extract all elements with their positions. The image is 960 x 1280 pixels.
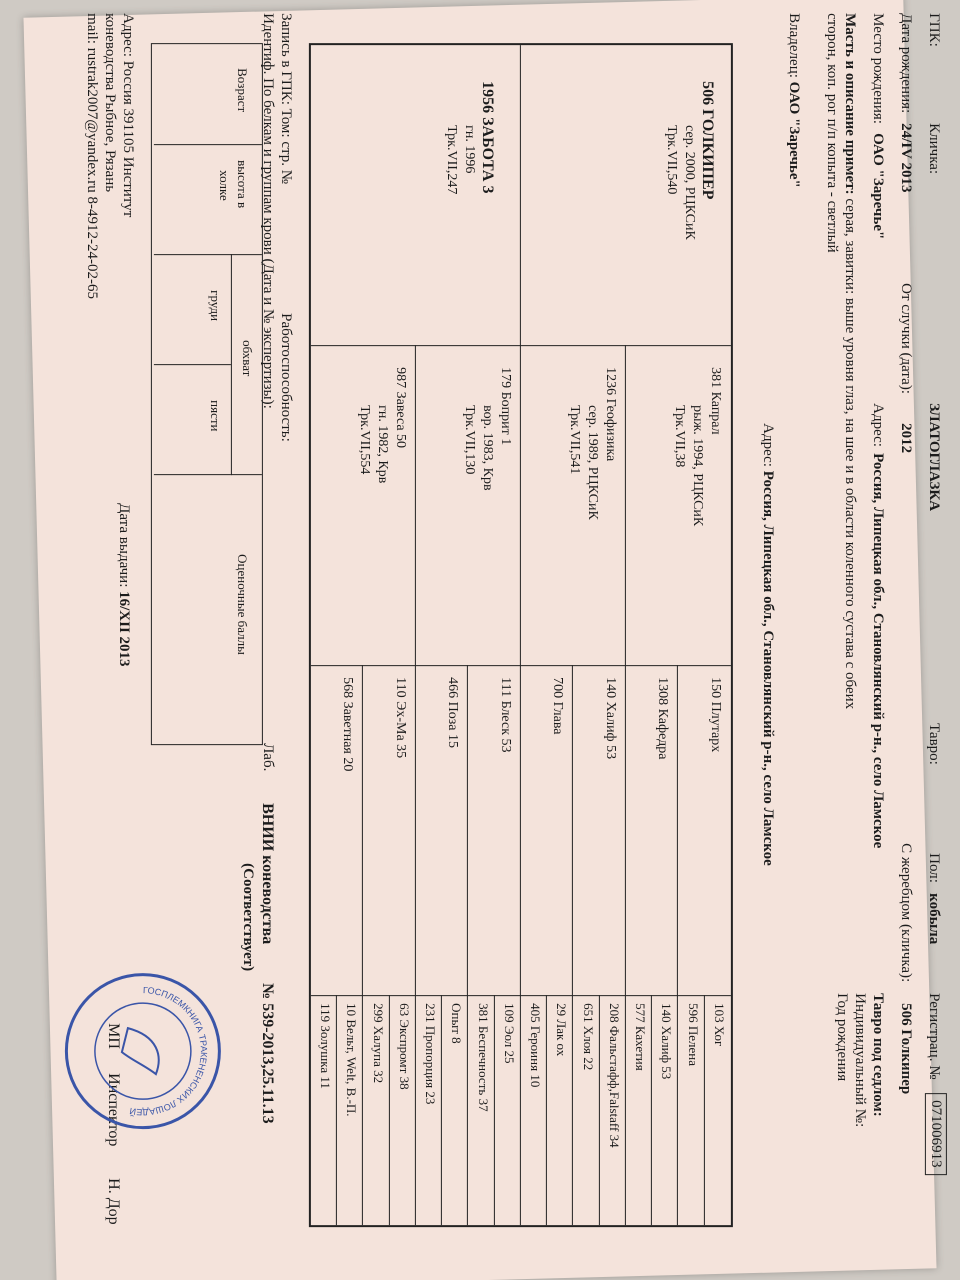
gggp-cell	[467, 995, 494, 1225]
cannon-label: пясти	[207, 400, 223, 432]
gggp-cell	[546, 995, 573, 1225]
ggp-cell	[520, 665, 574, 995]
gggp-cell	[362, 995, 389, 1225]
ggp-cell	[362, 665, 416, 995]
pedigree-col-ggp	[311, 665, 731, 996]
lab-value: ВНИИ коневодства	[258, 803, 276, 945]
gggp-name: 109 Эол 25	[501, 1003, 517, 1064]
ggp-name: 150 Плутарх	[707, 677, 723, 753]
gpk-record: Запись в ГПК: Том: стр. №	[277, 13, 294, 185]
ggp-cell	[415, 665, 469, 995]
owner-address-label: Адрес:	[759, 423, 776, 467]
points-cell	[154, 474, 262, 742]
birthplace-label: Место рождения:	[869, 13, 886, 124]
work-label: Работоспособность:	[277, 313, 294, 442]
gp-info: вор. 1983, Крв	[479, 405, 495, 491]
gp-name: 1236 Геофизика	[602, 367, 618, 462]
gp-track: Трк.VII,541	[566, 405, 582, 475]
gggp-cell	[572, 995, 599, 1225]
pedigree-sire-cell	[520, 45, 731, 345]
age-label: Возраст	[234, 68, 250, 113]
pedigree-col-grandparents	[311, 345, 731, 666]
lab-label: Лаб.	[259, 743, 276, 772]
gggp-cell	[389, 995, 416, 1225]
mating-label: От случки (дата):	[897, 283, 914, 394]
sire-track: Трк.VII,540	[663, 125, 679, 195]
gp-info: гн. 1982, Крв	[374, 405, 390, 484]
official-stamp	[65, 973, 221, 1129]
ggp-name: 111 Блеск 53	[497, 677, 513, 753]
gp-info: рыж. 1994, РЦКСиК	[689, 405, 705, 527]
ggp-name: 1308 Кафедра	[655, 677, 671, 760]
year-label: Год рождения	[833, 993, 850, 1082]
gggp-name: 405 Героиня 10	[528, 1003, 544, 1088]
document-content	[83, 0, 960, 1243]
gggp-name: 103 Хог	[711, 1003, 727, 1047]
gggp-name: 29 Лак ох	[554, 1003, 570, 1057]
dam-name: 1956 ЗАБОТА 3	[478, 81, 496, 194]
reg-label: Регистрац. №	[925, 993, 942, 1080]
cannon-cell	[154, 364, 231, 475]
height-label: высота в	[234, 160, 250, 209]
owner-value: ОАО "Заречье"	[785, 81, 802, 188]
name-label: Кличка:	[925, 123, 942, 175]
issue-value: 16/XII 2013	[115, 591, 132, 667]
stallion-label: С жеребцом (кличка):	[897, 843, 914, 983]
owner-line	[785, 13, 803, 188]
gggp-cell	[520, 995, 547, 1225]
gp-track: Трк.VII,554	[356, 405, 372, 475]
gp-track: Трк.VII,130	[461, 405, 477, 475]
saddle-label: Тавро под седлом:	[869, 993, 886, 1117]
sex-label: Пол:	[925, 853, 942, 883]
girth-label: обхват	[239, 340, 255, 377]
reg-number-field: 071006913	[925, 1093, 947, 1175]
gggp-name: 119 Золушка 11	[318, 1003, 334, 1089]
pedigree-dam-cell	[311, 45, 521, 345]
ident-label: Идентиф. По белкам и группам крови (Дата и № экспертизы):	[259, 13, 276, 409]
ggp-name: 466 Поза 15	[445, 677, 461, 748]
address-value: Россия, Липецкая обл., Становлянский р-н., село Ламское	[869, 453, 886, 849]
sex-value: кобыла	[925, 893, 942, 945]
gggp-cell	[415, 995, 442, 1225]
gggp-name: 140 Халиф 53	[659, 1003, 675, 1080]
dob-value: 24/IV 2013	[897, 123, 914, 193]
gggp-name: 208 Фальстафф,Falstaff 34	[606, 1003, 622, 1148]
inspector-name: Н. Дор	[104, 1178, 122, 1225]
issue-date	[115, 503, 133, 666]
gpk-label: ГПК:	[925, 13, 942, 47]
gggp-name: 63 Экспромт 38	[396, 1003, 412, 1090]
stamp-ring-icon	[68, 976, 218, 1126]
ggp-cell	[572, 665, 626, 995]
dob-label: Дата рождения:	[897, 13, 914, 114]
color-value-2: сторон, коп. рог п/п копыта - светлый	[823, 13, 840, 253]
gggp-name: 596 Пелена	[685, 1003, 701, 1067]
ggp-name: 140 Халиф 53	[602, 677, 618, 760]
issue-label: Дата выдачи:	[115, 503, 132, 588]
gggp-name: Опыт 8	[449, 1003, 465, 1044]
height-cell	[154, 144, 262, 255]
gggp-name: 231 Пропорция 23	[423, 1003, 439, 1105]
footer-address-2: коневодства Рыбное, Рязань	[101, 13, 118, 193]
mp-label: МП	[104, 1023, 122, 1049]
gggp-cell	[336, 995, 363, 1225]
gp-name: 987 Завеса 50	[392, 367, 408, 449]
ggp-cell	[677, 665, 731, 995]
gggp-name: 651 Хлоя 22	[580, 1003, 596, 1071]
gp-cell	[520, 345, 626, 665]
pedigree-col-gggp	[311, 995, 731, 1225]
age-cell	[154, 44, 262, 145]
gp-cell	[415, 345, 521, 665]
pedigree-table	[309, 43, 733, 1227]
height-label-2: холке	[216, 170, 232, 201]
color-value: серая, завитки: выше уровня глаз, на шее и в области коленного сустава с обеих	[841, 198, 858, 710]
gggp-name: 10 Вельт, Welt, В.-П.	[344, 1003, 360, 1117]
gp-cell	[311, 345, 416, 665]
gp-name: 381 Капрал	[707, 367, 723, 435]
gggp-cell	[599, 995, 626, 1225]
gggp-cell	[704, 995, 731, 1225]
document-sheet	[23, 0, 944, 1280]
ggp-name: 110 Эх-Ма 35	[392, 677, 408, 759]
gggp-cell	[625, 995, 652, 1225]
stallion-value: 506 Голкипер	[897, 1003, 914, 1095]
dam-info: гн. 1996	[461, 125, 477, 174]
gggp-cell	[311, 995, 337, 1225]
color-label: Масть и описание примет:	[841, 13, 858, 195]
gp-name: 179 Боприт 1	[497, 367, 513, 446]
gp-cell	[625, 345, 731, 665]
scores-table	[151, 43, 263, 745]
conformity: (Соответствует)	[239, 863, 256, 972]
footer-email: mail: rustrak2007@yandex.ru 8-4912-24-02-65	[83, 13, 100, 299]
owner-label: Владелец:	[785, 13, 802, 78]
ggp-cell	[625, 665, 679, 995]
expertise-number: № 539-2013,25.11.13	[258, 983, 276, 1124]
dam-track: Трк.VII,247	[443, 125, 459, 195]
gggp-name: 381 Беспечность 37	[475, 1003, 491, 1112]
ggp-name: 568 Заветная 20	[340, 677, 356, 772]
gggp-cell	[441, 995, 468, 1225]
gggp-name: 299 Халупа 32	[370, 1003, 386, 1084]
gp-info: сер. 1989, РЦКСиК	[584, 405, 600, 520]
ggp-cell	[467, 665, 521, 995]
gggp-cell	[651, 995, 678, 1225]
chest-label: груди	[207, 290, 223, 322]
tavro-label: Тавро:	[925, 723, 942, 765]
ggp-name: 700 Глава	[550, 677, 566, 735]
inspector-label: Инспектор	[104, 1073, 122, 1147]
indiv-label: Индивидуальный №:	[851, 993, 868, 1128]
pedigree-col-parents	[311, 45, 731, 346]
ggp-cell	[311, 665, 364, 995]
mating-value: 2012	[897, 423, 914, 454]
address-label: Адрес:	[869, 403, 886, 447]
footer-address-1: Адрес: Россия 391105 Институт	[119, 13, 136, 218]
gggp-cell	[677, 995, 704, 1225]
owner-address-line	[759, 423, 777, 866]
stamp-text: ГОСПЛЕМКНИГА ТРАКЕНЕНСКИХ ЛОШАДЕЙ	[128, 985, 209, 1118]
gp-track: Трк.VII,38	[671, 405, 687, 468]
chest-cell	[154, 254, 231, 365]
girth-header	[231, 254, 262, 475]
horse-name: ЗЛАТОГЛАЗКА	[925, 403, 942, 512]
sire-name: 506 ГОЛКИПЕР	[698, 81, 716, 200]
owner-address-value: Россия, Липецкая обл., Становлянский р-н., село Ламское	[759, 470, 776, 866]
points-label: Оценочные баллы	[234, 554, 250, 655]
svg-text:ГОСПЛЕМКНИГА ТРАКЕНЕНСКИХ ЛОША	[129, 985, 209, 1118]
gggp-name: 577 Кахетия	[633, 1003, 649, 1071]
gggp-cell	[494, 995, 521, 1225]
color-line	[841, 13, 859, 709]
birthplace-value: ОАО "Заречье"	[869, 133, 886, 240]
sire-info: сер. 2000, РЦКСиК	[681, 125, 697, 240]
